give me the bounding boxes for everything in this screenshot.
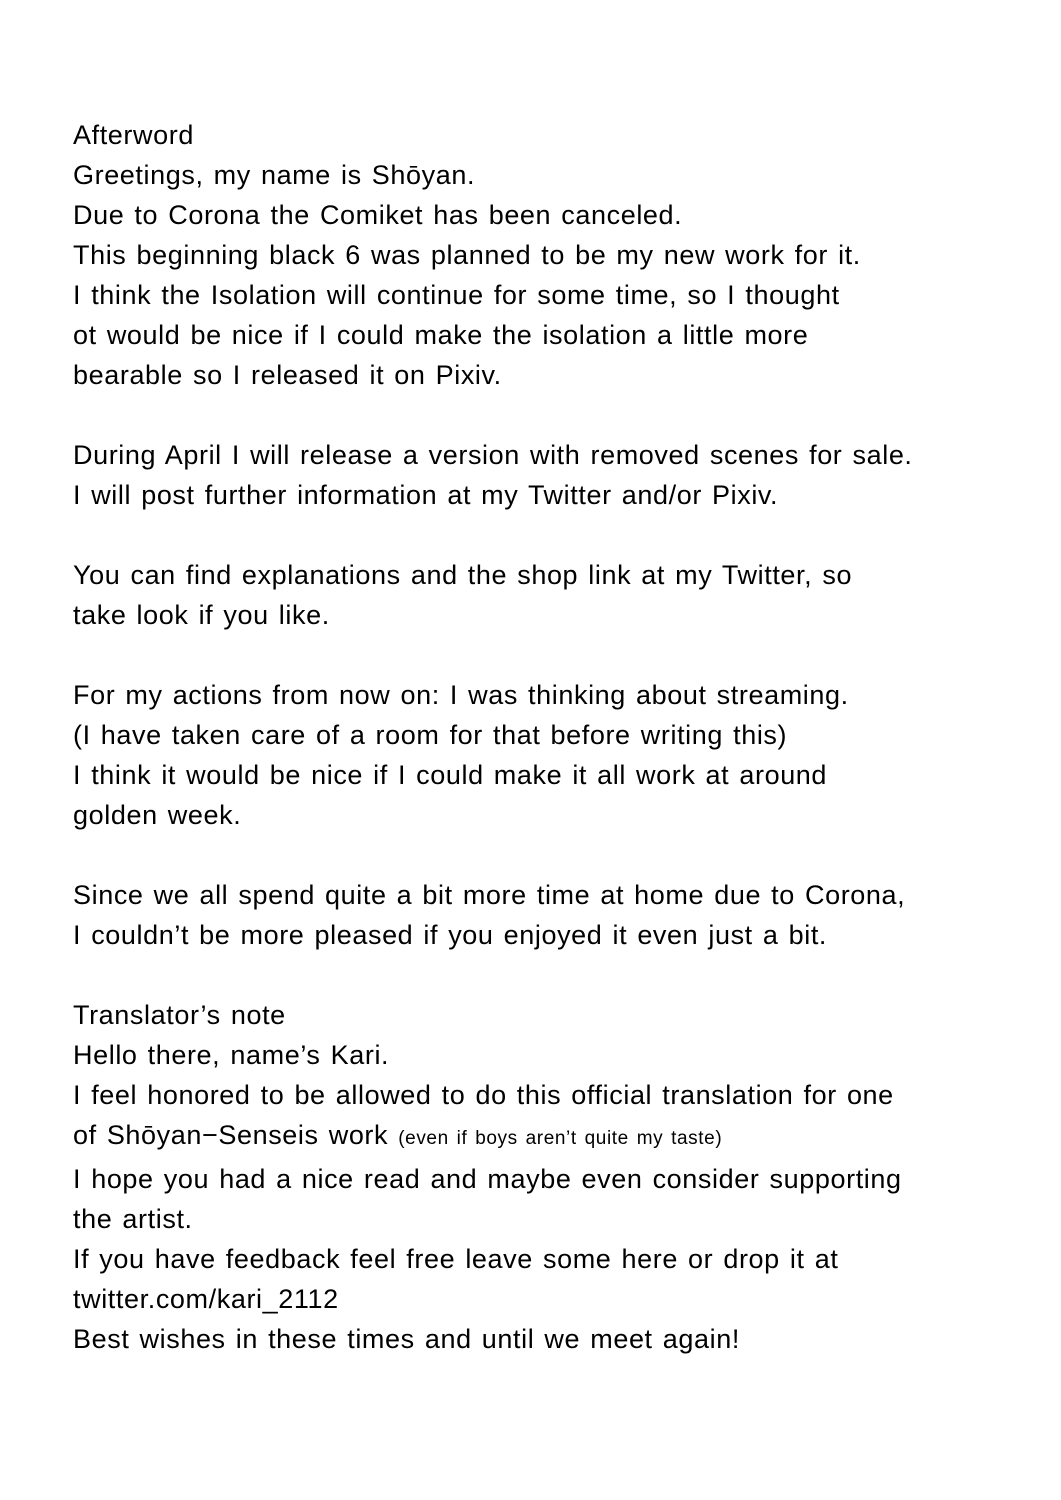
text-line <box>73 1035 1003 1075</box>
paragraph <box>73 875 1003 955</box>
text-segment: I think the Isolation will continue for some time, so I thought <box>73 280 840 310</box>
text-segment: bearable so I released it on Pixiv. <box>73 360 502 390</box>
text-segment: Translator’s note <box>73 1000 286 1030</box>
text-line <box>73 1239 1003 1279</box>
text-line <box>73 475 1003 515</box>
paragraph <box>73 995 1003 1359</box>
text-line <box>73 1159 1003 1199</box>
paragraph <box>73 435 1003 515</box>
text-line <box>73 355 1003 395</box>
text-segment: Greetings, my name is Shōyan. <box>73 160 476 190</box>
text-segment: golden week. <box>73 800 242 830</box>
text-segment: Afterword <box>73 120 194 150</box>
text-line <box>73 195 1003 235</box>
text-segment: of Shōyan−Senseis work <box>73 1120 399 1150</box>
text-segment: This beginning black 6 was planned to be my new work for it. <box>73 240 861 270</box>
text-segment: For my actions from now on: I was thinking about streaming. <box>73 680 849 710</box>
text-line <box>73 875 1003 915</box>
text-segment: Hello there, name’s Kari. <box>73 1040 390 1070</box>
text-segment: the artist. <box>73 1204 193 1234</box>
text-segment: Since we all spend quite a bit more time at home due to Corona, <box>73 880 906 910</box>
text-line <box>73 995 1003 1035</box>
text-line <box>73 795 1003 835</box>
paragraph <box>73 115 1003 395</box>
text-line <box>73 1199 1003 1239</box>
text-segment: take look if you like. <box>73 600 330 630</box>
text-segment: Best wishes in these times and until we meet again! <box>73 1324 740 1354</box>
text-line <box>73 555 1003 595</box>
text-segment: I will post further information at my Twitter and/or Pixiv. <box>73 480 779 510</box>
text-line <box>73 275 1003 315</box>
text-segment: You can find explanations and the shop link at my Twitter, so <box>73 560 853 590</box>
text-segment: (I have taken care of a room for that before writing this) <box>73 720 788 750</box>
text-segment-small: (even if boys aren’t quite my taste) <box>398 1128 723 1149</box>
text-line <box>73 235 1003 275</box>
text-segment: I couldn’t be more pleased if you enjoyed it even just a bit. <box>73 920 828 950</box>
text-segment: ot would be nice if I could make the isolation a little more <box>73 320 809 350</box>
text-line <box>73 915 1003 955</box>
text-line <box>73 755 1003 795</box>
paragraph <box>73 675 1003 835</box>
paragraph <box>73 555 1003 635</box>
text-line <box>73 1075 1003 1115</box>
text-segment: During April I will release a version with removed scenes for sale. <box>73 440 913 470</box>
text-segment: I think it would be nice if I could make it all work at around <box>73 760 828 790</box>
afterword-text <box>73 115 1003 1359</box>
text-segment: Due to Corona the Comiket has been canceled. <box>73 200 683 230</box>
text-line <box>73 715 1003 755</box>
text-segment: I feel honored to be allowed to do this official translation for one <box>73 1080 894 1110</box>
text-line <box>73 1319 1003 1359</box>
text-segment: If you have feedback feel free leave some here or drop it at <box>73 1244 839 1274</box>
text-segment: twitter.com/kari_2112 <box>73 1284 339 1314</box>
text-line <box>73 115 1003 155</box>
text-line <box>73 1279 1003 1319</box>
text-line <box>73 315 1003 355</box>
text-line <box>73 435 1003 475</box>
text-line <box>73 595 1003 635</box>
text-segment: I hope you had a nice read and maybe even consider supporting <box>73 1164 902 1194</box>
text-line <box>73 675 1003 715</box>
text-line <box>73 1115 1003 1159</box>
text-line <box>73 155 1003 195</box>
